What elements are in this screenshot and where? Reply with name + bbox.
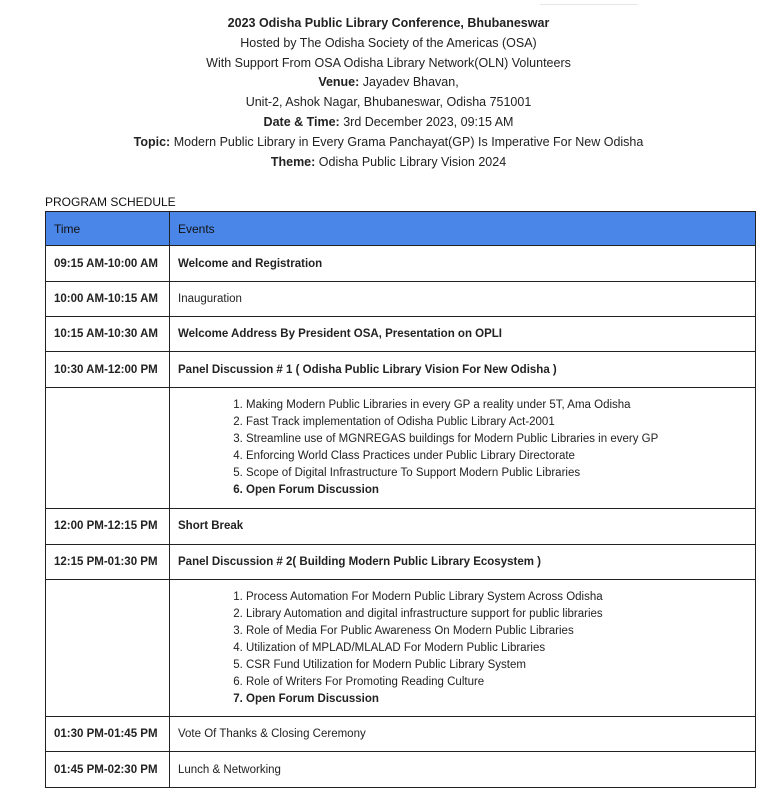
- list-item: 5. Scope of Digital Infrastructure To Support Modern Public Libraries: [246, 465, 747, 482]
- table-row: [46, 717, 756, 752]
- row-time: 12:00 PM-12:15 PM: [46, 508, 170, 544]
- top-divider: [540, 4, 638, 5]
- row-event: Welcome and Registration: [170, 246, 756, 282]
- list-item: 6. Role of Writers For Promoting Reading Culture: [246, 674, 747, 691]
- row-time: 10:30 AM-12:00 PM: [46, 352, 170, 388]
- panel2-topics-list: [178, 580, 747, 717]
- support-line: With Support From OSA Odisha Library Network(OLN) Volunteers: [206, 55, 571, 70]
- panel1-topics-list: [178, 388, 747, 508]
- row-time: 10:00 AM-10:15 AM: [46, 282, 170, 317]
- row-time: 01:30 PM-01:45 PM: [46, 717, 170, 752]
- table-row: [46, 352, 756, 388]
- row-time: 09:15 AM-10:00 AM: [46, 246, 170, 282]
- col-header-events: Events: [170, 212, 756, 246]
- conference-title: 2023 Odisha Public Library Conference, Bhubaneswar: [227, 16, 550, 30]
- list-item: 4. Utilization of MPLAD/MLALAD For Modern Public Libraries: [246, 640, 747, 657]
- table-row: [46, 579, 756, 717]
- row-event: Panel Discussion # 1 ( Odisha Public Library Vision For New Odisha ): [170, 352, 756, 388]
- row-event: Vote Of Thanks & Closing Ceremony: [170, 717, 756, 752]
- table-row: [46, 317, 756, 352]
- datetime-label: Date & Time:: [263, 114, 340, 129]
- table-row: [46, 752, 756, 788]
- row-time: 12:15 PM-01:30 PM: [46, 544, 170, 579]
- row-event: Lunch & Networking: [170, 752, 756, 788]
- list-item: 3. Role of Media For Public Awareness On Modern Public Libraries: [246, 623, 747, 640]
- theme-value: Odisha Public Library Vision 2024: [315, 154, 507, 169]
- table-header-row: [46, 212, 756, 246]
- list-item: 2. Library Automation and digital infrastructure support for public libraries: [246, 606, 747, 623]
- panel2-topics-cell: [170, 579, 756, 717]
- theme-label: Theme:: [270, 154, 316, 169]
- topic-line: [0, 133, 777, 153]
- list-item: 5. CSR Fund Utilization for Modern Public Library System: [246, 657, 747, 674]
- row-event: Inauguration: [170, 282, 756, 317]
- topic-value: Modern Public Library in Every Grama Panchayat(GP) Is Imperative For New Odisha: [170, 134, 644, 149]
- row-time-empty: [46, 388, 170, 509]
- list-item: 2. Fast Track implementation of Odisha Public Library Act-2001: [246, 414, 747, 431]
- topic-label: Topic:: [133, 134, 171, 149]
- row-time: 10:15 AM-10:30 AM: [46, 317, 170, 352]
- panel1-topics-cell: [170, 388, 756, 509]
- theme-line: [0, 153, 777, 173]
- program-schedule-label: PROGRAM SCHEDULE: [45, 195, 176, 209]
- table-row: [46, 246, 756, 282]
- list-item: 6. Open Forum Discussion: [246, 482, 747, 499]
- venue-label: Venue:: [318, 75, 360, 90]
- list-item: 3. Streamline use of MGNREGAS buildings for Modern Public Libraries in every GP: [246, 431, 747, 448]
- hosted-by: Hosted by The Odisha Society of the Americas (OSA): [240, 35, 537, 50]
- list-item: 1. Process Automation For Modern Public Library System Across Odisha: [246, 589, 747, 606]
- schedule-table: [45, 211, 756, 788]
- row-time: 01:45 PM-02:30 PM: [46, 752, 170, 788]
- row-time-empty: [46, 579, 170, 717]
- table-row: [46, 544, 756, 579]
- venue-line: [0, 73, 777, 93]
- venue-value: Jayadev Bhavan,: [359, 75, 459, 90]
- row-event: Short Break: [170, 508, 756, 544]
- list-item: 4. Enforcing World Class Practices under Public Library Directorate: [246, 448, 747, 465]
- list-item: 1. Making Modern Public Libraries in every GP a reality under 5T, Ama Odisha: [246, 397, 747, 414]
- datetime-value: 3rd December 2023, 09:15 AM: [339, 114, 514, 129]
- col-header-time: Time: [46, 212, 170, 246]
- table-row: [46, 388, 756, 509]
- row-event: Panel Discussion # 2( Building Modern Public Library Ecosystem ): [170, 544, 756, 579]
- table-row: [46, 282, 756, 317]
- venue-address: Unit-2, Ashok Nagar, Bhubaneswar, Odisha 751001: [245, 95, 532, 110]
- row-event: Welcome Address By President OSA, Presentation on OPLI: [170, 317, 756, 352]
- table-row: [46, 508, 756, 544]
- datetime-line: [0, 113, 777, 133]
- conference-header: [0, 14, 777, 172]
- list-item: 7. Open Forum Discussion: [246, 691, 747, 708]
